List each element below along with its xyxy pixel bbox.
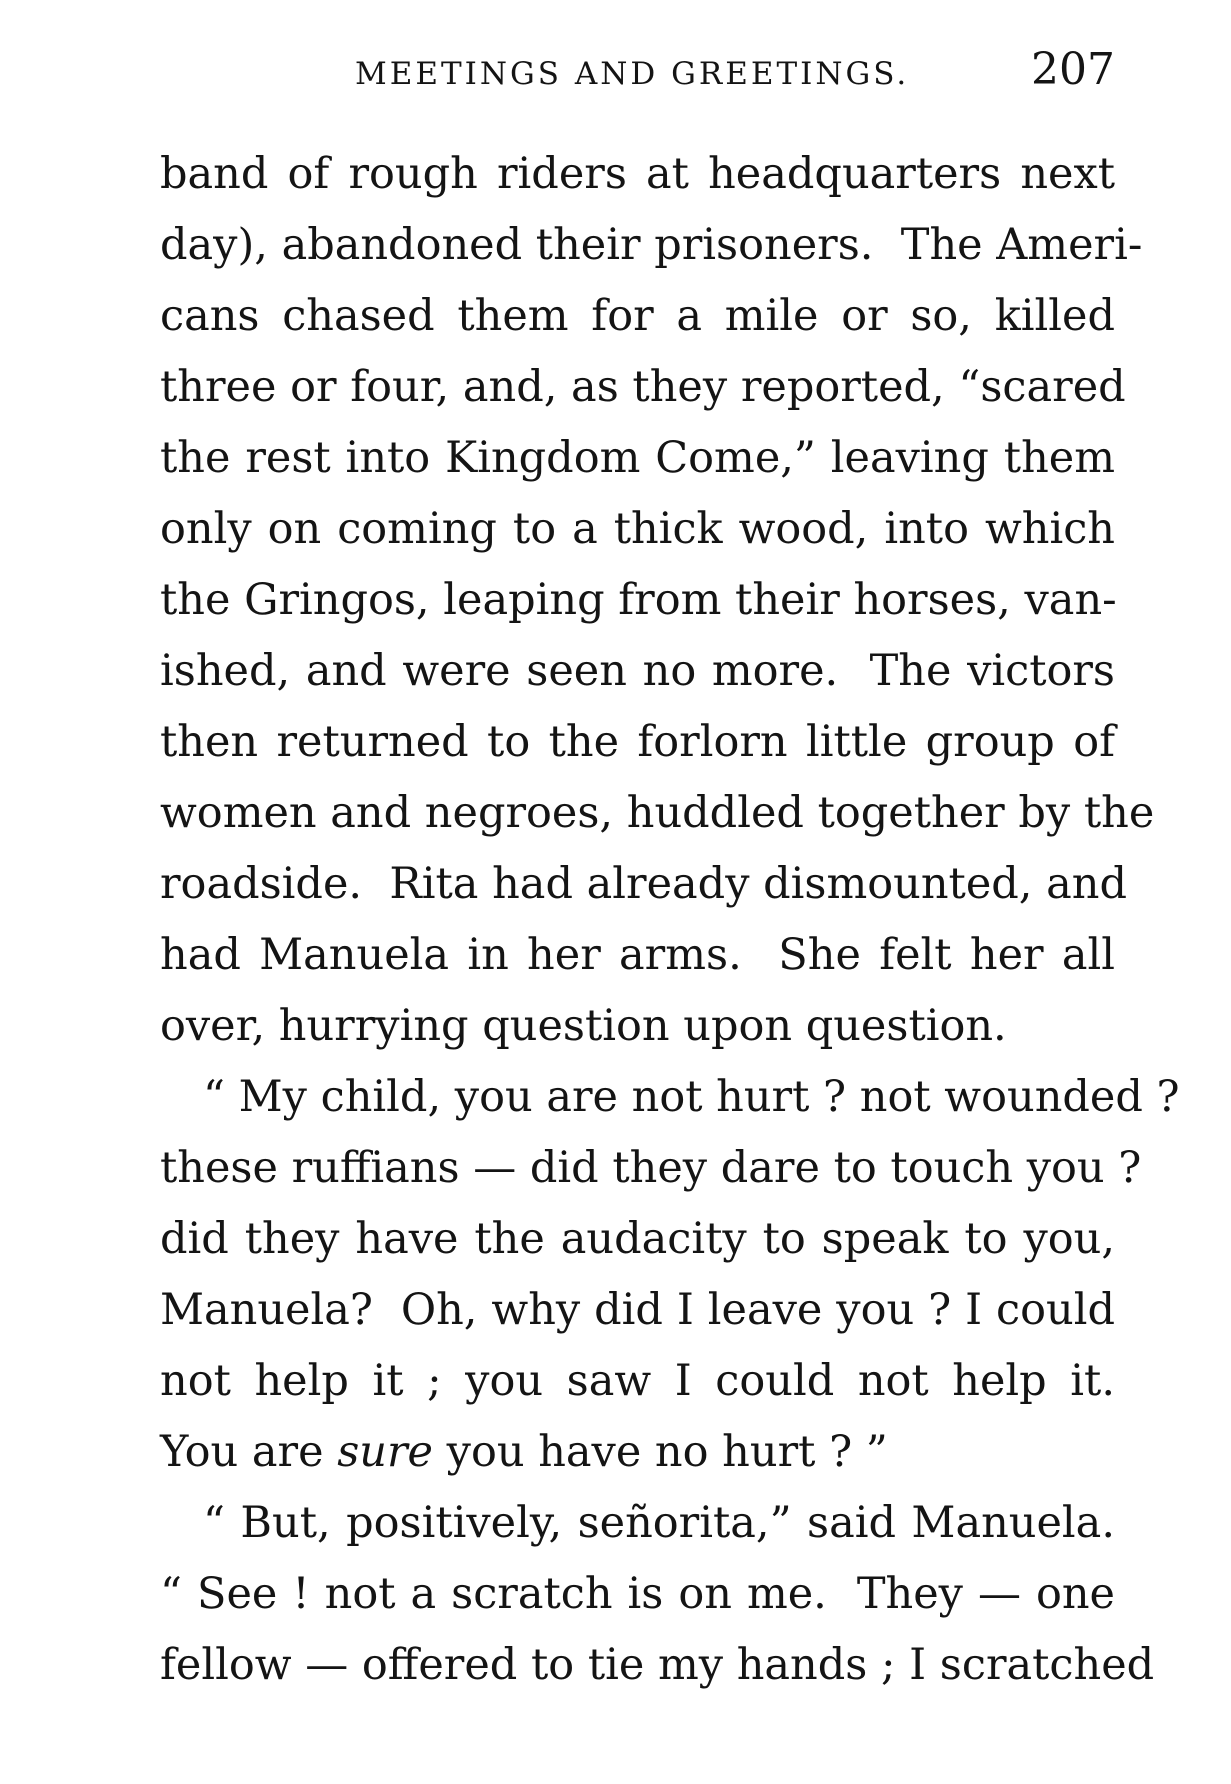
- text-line: three or four, and, as they reported, “scared: [160, 362, 1126, 412]
- text-line: these ruffians — did they dare to touch you ?: [160, 1143, 1142, 1193]
- text-line: You are sure you have no hurt ? ”: [160, 1427, 888, 1477]
- text-line: day), abandoned their prisoners. The Ameri-: [160, 220, 1143, 270]
- text-line: “ But, positively, señorita,” said Manuela.: [203, 1498, 1115, 1548]
- text-line: only on coming to a thick wood, into which: [160, 504, 1115, 554]
- running-head: [160, 44, 1115, 104]
- text-line: the Gringos, leaping from their horses, van-: [160, 575, 1117, 625]
- text-line: cans chased them for a mile or so, killed: [160, 291, 1115, 341]
- page-number: 207: [1031, 44, 1115, 95]
- text-line: ished, and were seen no more. The victors: [160, 646, 1115, 696]
- italic-word: sure: [337, 1427, 433, 1477]
- body-text: [160, 139, 1180, 1701]
- text-line: Manuela? Oh, why did I leave you ? I could: [160, 1285, 1115, 1335]
- text-line: “ My child, you are not hurt ? not wounded ?: [203, 1072, 1180, 1122]
- running-title: MEETINGS AND GREETINGS.: [355, 56, 910, 92]
- text-line: then returned to the forlorn little group of: [160, 717, 1115, 767]
- text-line: not help it ; you saw I could not help it.: [160, 1356, 1115, 1406]
- text-line: band of rough riders at headquarters next: [160, 149, 1115, 199]
- text-line: the rest into Kingdom Come,” leaving them: [160, 433, 1115, 483]
- text-line: had Manuela in her arms. She felt her all: [160, 930, 1115, 980]
- text-line: did they have the audacity to speak to you,: [160, 1214, 1115, 1264]
- text-line: “ See ! not a scratch is on me. They — one: [160, 1569, 1115, 1619]
- text-line: roadside. Rita had already dismounted, and: [160, 859, 1127, 909]
- text-line: fellow — offered to tie my hands ; I scratched: [160, 1640, 1155, 1690]
- text-line: women and negroes, huddled together by the: [160, 788, 1155, 838]
- text-line: over, hurrying question upon question.: [160, 1001, 1007, 1051]
